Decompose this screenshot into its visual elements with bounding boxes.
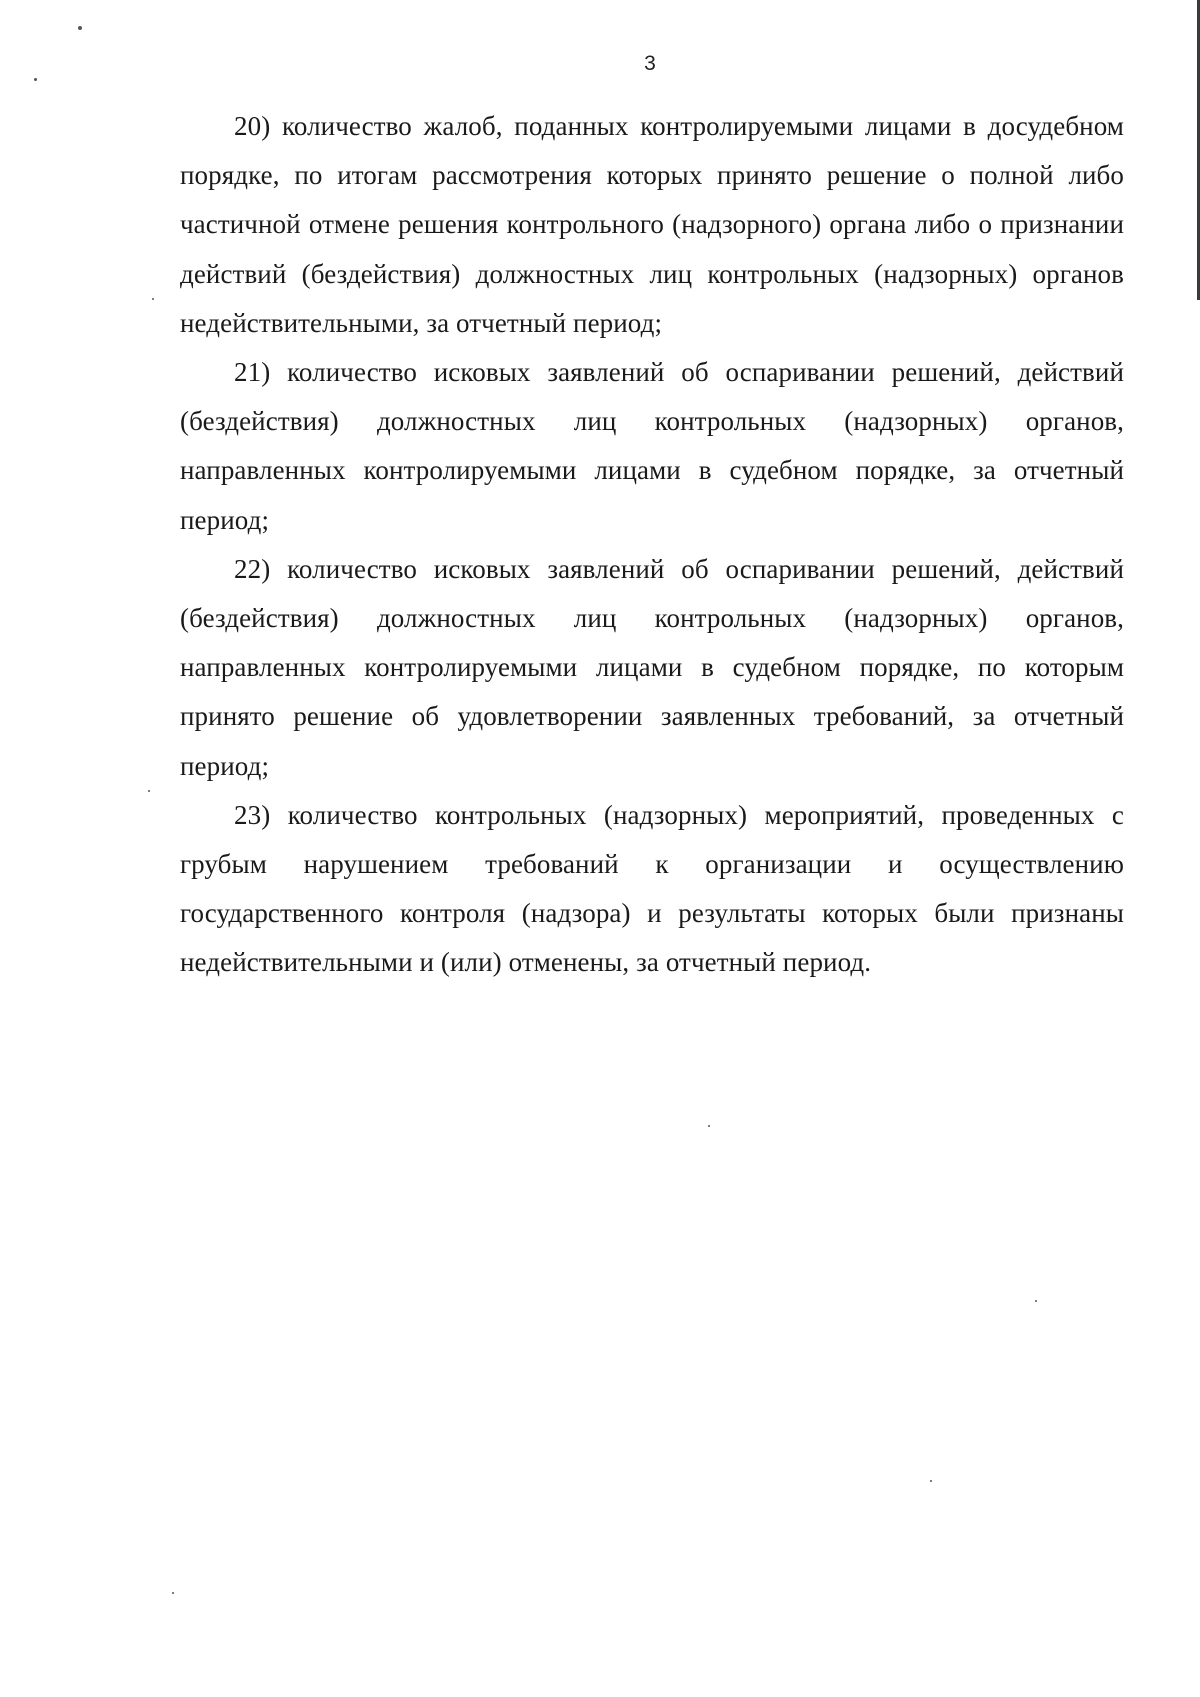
- scan-speck: [152, 298, 154, 300]
- scan-speck: [708, 1125, 710, 1127]
- page-number: 3: [644, 52, 656, 75]
- scan-speck: [78, 26, 82, 30]
- scan-speck: [930, 1480, 932, 1482]
- scan-speck: [172, 1592, 174, 1594]
- paragraph-item-23: 23) количество контрольных (надзорных) мероприятий, проведенных с грубым нарушением требований к организации и осуществлению государственного контроля (надзора) и результаты которых были признаны недействительными и (или) отменены, за отчетный период.: [180, 799, 1124, 978]
- scan-speck: [34, 78, 37, 81]
- scan-speck: [148, 790, 150, 792]
- scan-speck: [1035, 1300, 1037, 1302]
- paragraph-item-22: 22) количество исковых заявлений об оспаривании решений, действий (бездействия) должностных лиц контрольных (надзорных) органов, направленных контролируемыми лицами в судебном порядке, по которым принято решение об удовлетворении заявленных требований, за отчетный период;: [180, 553, 1124, 781]
- document-body: [180, 102, 1124, 988]
- paragraph-item-21: 21) количество исковых заявлений об оспаривании решений, действий (бездействия) должностных лиц контрольных (надзорных) органов, направленных контролируемыми лицами в судебном порядке, за отчетный период;: [180, 357, 1124, 535]
- paragraph-item-20: 20) количество жалоб, поданных контролируемыми лицами в досудебном порядке, по итогам рассмотрения которых принято решение о полной либо частичной отмене решения контрольного (надзорного) органа либо о признании действий (бездействия) должностных лиц контрольных (надзорных) органов недействительными, за отчетный период;: [180, 111, 1124, 338]
